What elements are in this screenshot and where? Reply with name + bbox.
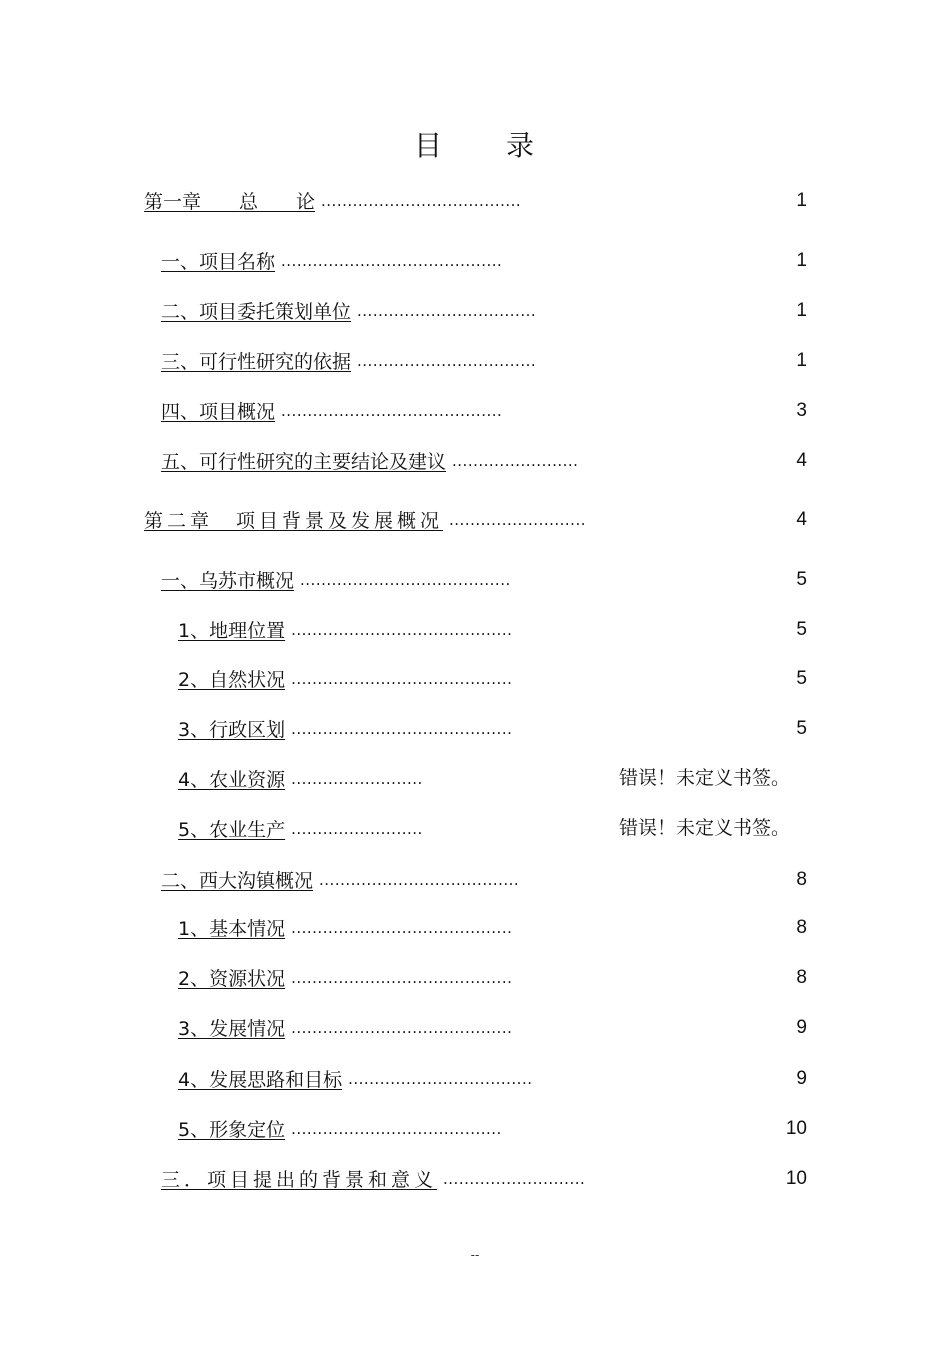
- toc-entry-section[interactable]: [161, 447, 578, 475]
- toc-leader-dots: ..........................: [449, 511, 586, 529]
- toc-leader-dots: ..................................: [357, 352, 537, 370]
- toc-entry-label: 3、发展情况: [178, 1018, 286, 1040]
- toc-leader-dots: ..........................................: [291, 1019, 513, 1037]
- toc-entry-subsection[interactable]: [178, 665, 512, 693]
- toc-entry-label: 2、资源状况: [178, 968, 286, 990]
- toc-page-number: 1: [796, 250, 807, 271]
- toc-entry-subsection[interactable]: [178, 815, 423, 843]
- toc-leader-dots: ...................................: [348, 1070, 533, 1088]
- toc-entry-label: 5、形象定位: [178, 1119, 286, 1141]
- toc-leader-dots: ........................................: [300, 571, 511, 589]
- toc-leader-dots: ..........................................: [281, 252, 503, 270]
- toc-error-text: 错误！未定义书签。: [618, 768, 790, 789]
- toc-entry-subsection[interactable]: [178, 765, 423, 793]
- toc-entry-label: 4、农业资源: [178, 769, 286, 791]
- toc-page-number: 1: [796, 190, 807, 211]
- toc-leader-dots: ..........................................: [291, 969, 513, 987]
- toc-page-number: 5: [796, 619, 807, 640]
- title-char-1: 目: [413, 129, 444, 162]
- toc-entry-subsection[interactable]: [178, 715, 512, 743]
- toc-leader-dots: ......................................: [321, 192, 522, 210]
- toc-page-number: 9: [796, 1017, 807, 1038]
- toc-page-number: 10: [785, 1118, 807, 1139]
- toc-leader-dots: ..........................................: [291, 621, 513, 639]
- toc-page-number: 5: [796, 668, 807, 689]
- toc-entry-label: 五、可行性研究的主要结论及建议: [161, 451, 447, 473]
- toc-entry-subsection[interactable]: [178, 616, 512, 644]
- toc-entry-chapter-1[interactable]: [144, 187, 521, 215]
- toc-title: [0, 124, 950, 164]
- toc-page-number: 9: [796, 1068, 807, 1089]
- toc-entry-label: 四、项目概况: [161, 401, 276, 423]
- toc-page-number: 1: [796, 300, 807, 321]
- toc-page-number: 5: [796, 718, 807, 739]
- toc-entry-label: 4、发展思路和目标: [178, 1069, 343, 1091]
- toc-entry-section[interactable]: [161, 397, 502, 425]
- toc-page-number: 4: [796, 509, 807, 530]
- toc-entry-label: 第二章 项目背景及发展概况: [144, 510, 444, 532]
- toc-entry-subsection[interactable]: [178, 964, 512, 992]
- toc-page-number: 4: [796, 450, 807, 471]
- toc-entry-subsection[interactable]: [178, 914, 512, 942]
- toc-leader-dots: ..................................: [357, 302, 537, 320]
- toc-leader-dots: ..........................................: [291, 670, 513, 688]
- toc-leader-dots: ..........................................: [291, 720, 513, 738]
- toc-entry-subsection[interactable]: [178, 1115, 502, 1143]
- toc-page-number: 8: [796, 967, 807, 988]
- toc-entry-label: 3、行政区划: [178, 719, 286, 741]
- toc-leader-dots: ..........................................: [291, 919, 513, 937]
- toc-leader-dots: ........................: [452, 452, 579, 470]
- toc-entry-label: 2、自然状况: [178, 669, 286, 691]
- toc-page-number: 8: [796, 869, 807, 890]
- toc-entry-label: 二、项目委托策划单位: [161, 301, 352, 323]
- toc-entry-section[interactable]: [161, 297, 536, 325]
- toc-page-number: 8: [796, 917, 807, 938]
- toc-entry-label: 第一章 总 论: [144, 191, 316, 213]
- toc-leader-dots: .........................: [291, 770, 423, 788]
- toc-page-number: 10: [785, 1168, 807, 1189]
- toc-leader-dots: ..........................................: [281, 402, 503, 420]
- toc-entry-label: 一、项目名称: [161, 251, 276, 273]
- toc-entry-label: 三、可行性研究的依据: [161, 351, 352, 373]
- toc-leader-dots: ......................................: [319, 871, 520, 889]
- toc-page-number: 3: [796, 400, 807, 421]
- toc-entry-label: 三．项目提出的背景和意义: [161, 1169, 438, 1191]
- toc-error-text: 错误！未定义书签。: [618, 818, 790, 839]
- toc-entry-subsection[interactable]: [178, 1014, 512, 1042]
- toc-leader-dots: .........................: [291, 820, 423, 838]
- toc-page-number: 5: [796, 569, 807, 590]
- toc-entry-section[interactable]: [161, 866, 519, 894]
- toc-entry-label: 5、农业生产: [178, 819, 286, 841]
- toc-entry-label: 1、地理位置: [178, 620, 286, 642]
- toc-entry-subsection[interactable]: [178, 1065, 532, 1093]
- toc-leader-dots: ...........................: [443, 1170, 586, 1188]
- toc-entry-section[interactable]: [161, 247, 502, 275]
- toc-leader-dots: ........................................: [291, 1120, 502, 1138]
- toc-entry-chapter-2[interactable]: [144, 506, 586, 534]
- toc-entry-label: 1、基本情况: [178, 918, 286, 940]
- toc-entry-section[interactable]: [161, 1165, 585, 1193]
- page-footer: --: [470, 1248, 480, 1262]
- toc-page-number: 1: [796, 350, 807, 371]
- toc-entry-section[interactable]: [161, 566, 511, 594]
- toc-entry-label: 二、西大沟镇概况: [161, 870, 314, 892]
- toc-entry-label: 一、乌苏市概况: [161, 570, 295, 592]
- title-char-2: 录: [506, 129, 537, 162]
- toc-entry-section[interactable]: [161, 347, 536, 375]
